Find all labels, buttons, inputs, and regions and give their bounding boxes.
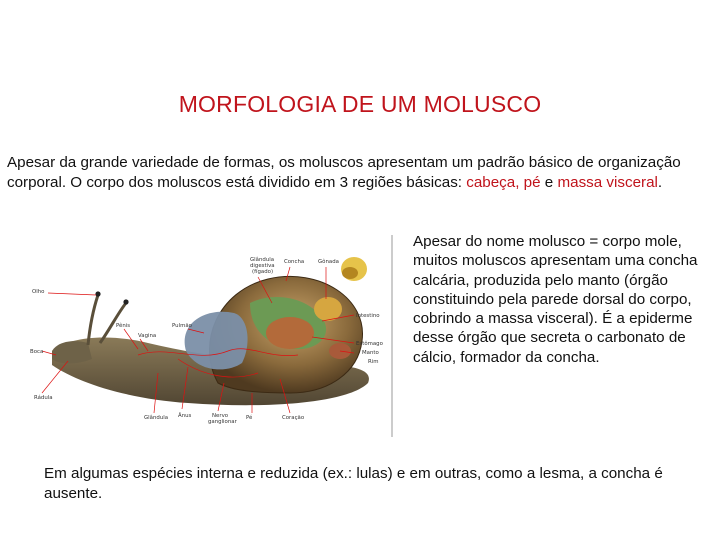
lung-cavity [185,312,248,370]
label-pe: Pé [246,415,253,421]
label-boca: Boca [30,349,44,355]
intro-text: Apesar da grande variedade de formas, os moluscos apresentam um padrão básico de organização corporal. O corpo dos moluscos está dividido em 3 regiões básicas: [7,154,681,191]
label-glandula-1: Glândula [250,257,275,263]
tentacle-left [88,295,98,345]
label-intestino: Intestino [356,313,380,319]
intro-paragraph [7,153,707,192]
shell-apex-shadow [342,267,358,279]
label-radula: Rádula [34,395,53,401]
label-glandula-3: (fígado) [252,269,274,275]
gonad-organ [314,297,342,321]
leader-olho [48,293,96,295]
label-nervo-2: ganglionar [208,419,237,425]
intro-end: . [657,173,663,191]
label-gonada: Gônada [318,259,339,265]
slide-title: MORFOLOGIA DE UM MOLUSCO [178,91,542,117]
label-concha: Concha [284,259,305,265]
label-coracao: Coração [282,415,305,421]
label-anus: Ânus [178,413,192,419]
stomach-organ [266,317,314,349]
snail-head [52,341,92,363]
label-pulmao: Pulmão [172,323,192,329]
label-manto: Manto [362,350,379,356]
label-vagina: Vagina [138,333,157,339]
separator-2: e [540,173,558,191]
region-visceral-mass: massa visceral [557,173,658,191]
region-foot: pé [523,173,541,191]
shell-paragraph: Apesar do nome molusco = corpo mole, muitos moluscos apresentam uma concha calcária, produzida pelo manto (órgão constituindo pela parede dorsal do corpo, cobrindo a massa visceral). É a epiderme desse órgão que secreta o carbonato de cálcio, formador da concha. [413,233,698,366]
bottom-paragraph: Em algumas espécies interna e reduzida (ex.: lulas) e em outras, como a lesma, a concha é ausente. [44,465,663,502]
region-head: cabeça [466,173,516,191]
separator-1: , [515,173,524,191]
eye-right [123,299,128,304]
label-penis: Pênis [116,323,131,329]
label-glandula-2: digestiva [250,263,275,269]
label-glandula-salivar: Glândula [144,415,169,421]
label-olho: Olho [32,289,45,295]
snail-anatomy-diagram [28,233,394,439]
label-nervo-1: Nervo [212,413,229,419]
label-estomago: Estômago [356,341,383,347]
label-rim: Rim [368,359,379,365]
eye-left [95,291,100,296]
